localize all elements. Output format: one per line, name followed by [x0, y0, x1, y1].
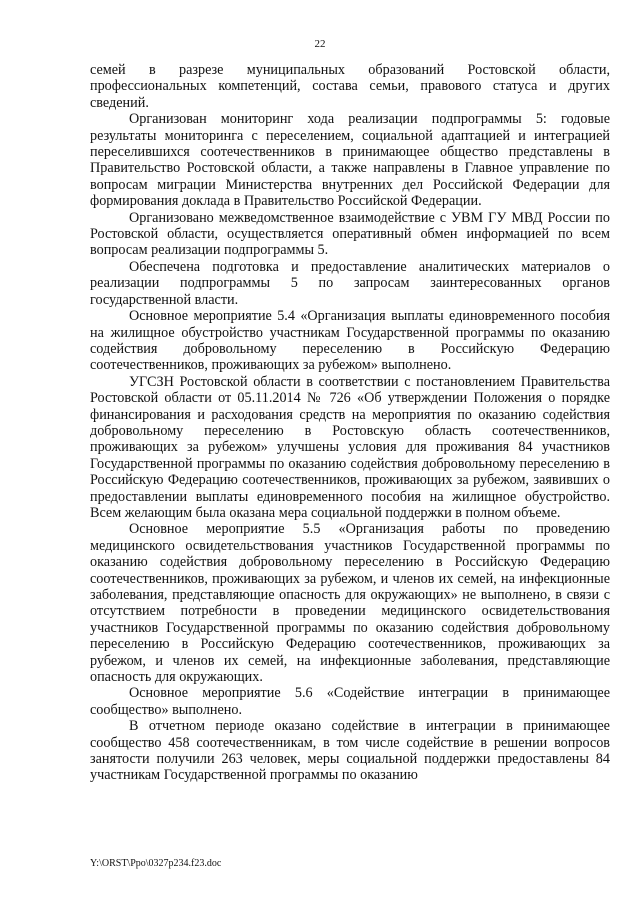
- paragraph-interagency: Организовано межведомственное взаимодействие с УВМ ГУ МВД России по Ростовской области, осуществляется оперативный обмен информацией по всем вопросам реализации подпрограммы 5.: [90, 209, 610, 259]
- paragraph-measure-5-4: Основное мероприятие 5.4 «Организация выплаты единовременного пособия на жилищное обустройство участникам Государственной программы по оказанию содействия добровольному переселению в Российскую Федерацию соотечественников, проживающих за рубежом» выполнено.: [90, 308, 610, 374]
- paragraph-analytics: Обеспечена подготовка и предоставление аналитических материалов о реализации подпрограммы 5 по запросам заинтересованных органов государственной власти.: [90, 258, 610, 308]
- page-number: 22: [314, 38, 326, 50]
- paragraph-continuation: семей в разрезе муниципальных образований Ростовской области, профессиональных компетенций, состава семьи, правового статуса и других сведений.: [90, 62, 610, 111]
- paragraph-ugszn: УГСЗН Ростовской области в соответствии с постановлением Правительства Ростовской области от 05.11.2014 № 726 «Об утверждении Положения о порядке финансирования и расходования средств на мероприятия по оказанию содействия добровольному переселению в Ростовскую область соотечественников, проживающих за рубежом» улучшены условия для проживания 84 участников Государственной программы по оказанию содействия добровольному переселению в Российскую Федерацию соотечественников, проживающих за рубежом, заявивших о предоставлении выплаты единовременного пособия на жилищное обустройство. Всем желающим была оказана мера социальной поддержки в полном объеме.: [90, 373, 610, 521]
- file-path-footer: Y:\ORST\Ppo\0327p234.f23.doc: [90, 858, 222, 869]
- paragraph-monitoring: Организован мониторинг хода реализации подпрограммы 5: годовые результаты мониторинга с переселением, социальной адаптацией и интеграцией переселившихся соотечественников в принимающее общество представлены в Правительство Ростовской области, а также направлены в Главное управление по вопросам миграции Министерства внутренних дел Российской Федерации для формирования доклада в Правительство Российской Федерации.: [90, 111, 610, 210]
- body-text: [90, 62, 610, 784]
- paragraph-measure-5-5: Основное мероприятие 5.5 «Организация работы по проведению медицинского освидетельствования участников Государственной программы по оказанию содействия добровольному переселению в Российскую Федерацию соотечественников, проживающих за рубежом, и членов их семей, на инфекционные заболевания, представляющие опасность для окружающих» не выполнено, в связи с отсутствием потребности в проведении медицинского освидетельствования участников Государственной программы по оказанию содействия добровольному переселению в Российскую Федерацию соотечественников, проживающих за рубежом, и членов их семей, на инфекционные заболевания, представляющие опасность для окружающих.: [90, 521, 610, 686]
- paragraph-measure-5-6: Основное мероприятие 5.6 «Содействие интеграции в принимающее сообщество» выполнено.: [90, 685, 610, 718]
- paragraph-reporting-period: В отчетном периоде оказано содействие в интеграции в принимающее сообщество 458 соотечественникам, в том числе содействие в решении вопросов занятости получили 263 человек, меры социальной поддержки предоставлены 84 участникам Государственной программы по оказанию: [90, 718, 610, 784]
